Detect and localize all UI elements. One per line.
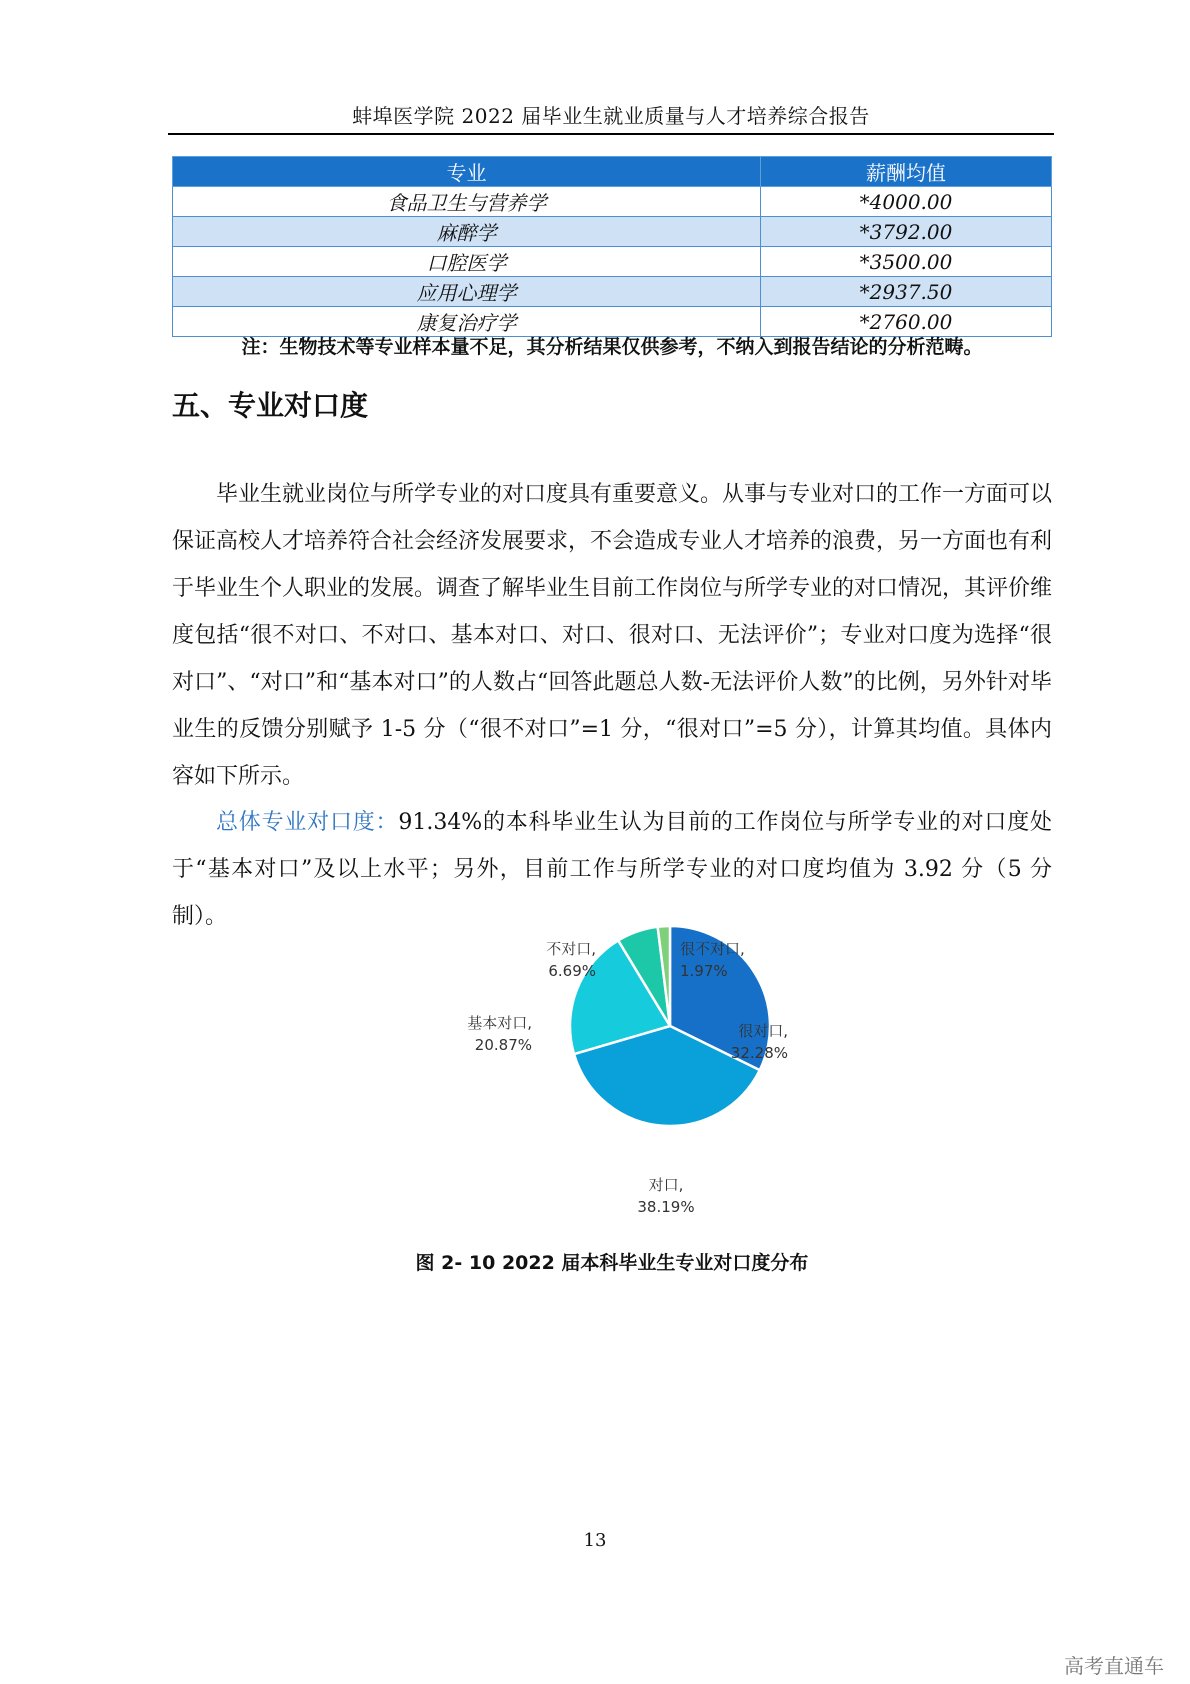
- slice-value-label: 20.87%: [474, 1036, 532, 1054]
- table-header-row: [173, 157, 1052, 187]
- slice-value-label: 38.19%: [637, 1198, 695, 1216]
- summary-lead: 总体专业对口度：: [216, 810, 399, 835]
- figure-caption: 图 2- 10 2022 届本科毕业生专业对口度分布: [415, 1252, 809, 1274]
- major-cell: 食品卫生与营养学: [173, 187, 761, 217]
- table-note: 注：生物技术等专业样本量不足，其分析结果仅供参考，不纳入到报告结论的分析范畴。: [241, 336, 983, 358]
- slice-label: 很不对口,: [680, 940, 745, 958]
- major-cell: 麻醉学: [173, 217, 761, 247]
- table-row: [173, 277, 1052, 307]
- summary-text: 91.34%的本科毕业生认为目前的工作岗位与所学专业的对口度处于“基本对口”及以上水平；另外，目前工作与所学专业的对口度均值为 3.92 分（5 分制）。: [172, 810, 1052, 929]
- slice-label: 基本对口,: [467, 1014, 532, 1032]
- slice-value-label: 32.28%: [730, 1044, 788, 1062]
- salary-cell: *4000.00: [761, 187, 1052, 217]
- salary-cell: *3500.00: [761, 247, 1052, 277]
- major-cell: 应用心理学: [173, 277, 761, 307]
- slice-label: 很对口,: [738, 1022, 788, 1040]
- salary-cell: *2937.50: [761, 277, 1052, 307]
- salary-cell: *2760.00: [761, 307, 1052, 337]
- column-header-salary: 薪酬均值: [761, 157, 1052, 187]
- slice-label: 对口,: [648, 1176, 684, 1194]
- watermark: 高考直通车: [1064, 1654, 1164, 1678]
- page-number: 13: [583, 1530, 607, 1551]
- salary-cell: *3792.00: [761, 217, 1052, 247]
- table-row: [173, 247, 1052, 277]
- salary-table: [172, 156, 1052, 337]
- major-cell: 康复治疗学: [173, 307, 761, 337]
- section-title: 五、专业对口度: [172, 389, 369, 422]
- major-cell: 口腔医学: [173, 247, 761, 277]
- match-degree-pie-chart: [440, 912, 800, 1232]
- body-paragraph: 毕业生就业岗位与所学专业的对口度具有重要意义。从事与专业对口的工作一方面可以保证高校人才培养符合社会经济发展要求，不会造成专业人才培养的浪费，另一方面也有利于毕业生个人职业的发展。调查了解毕业生目前工作岗位与所学专业的对口情况，其评价维度包括“很不对口、不对口、基本对口、对口、很对口、无法评价”；专业对口度为选择“很对口”、“对口”和“基本对口”的人数占“回答此题总人数-无法评价人数”的比例，另外针对毕业生的反馈分别赋予 1-5 分（“很不对口”=1 分，“很对口”=5 分），计算其均值。具体内容如下所示。: [172, 482, 1053, 789]
- column-header-major: 专业: [173, 157, 761, 187]
- slice-value-label: 1.97%: [680, 962, 728, 980]
- table-row: [173, 217, 1052, 247]
- header-divider: [168, 133, 1054, 135]
- table-row: [173, 187, 1052, 217]
- report-header: 蚌埠医学院 2022 届毕业生就业质量与人才培养综合报告: [352, 104, 870, 128]
- slice-label: 不对口,: [546, 940, 596, 958]
- slice-value-label: 6.69%: [548, 962, 596, 980]
